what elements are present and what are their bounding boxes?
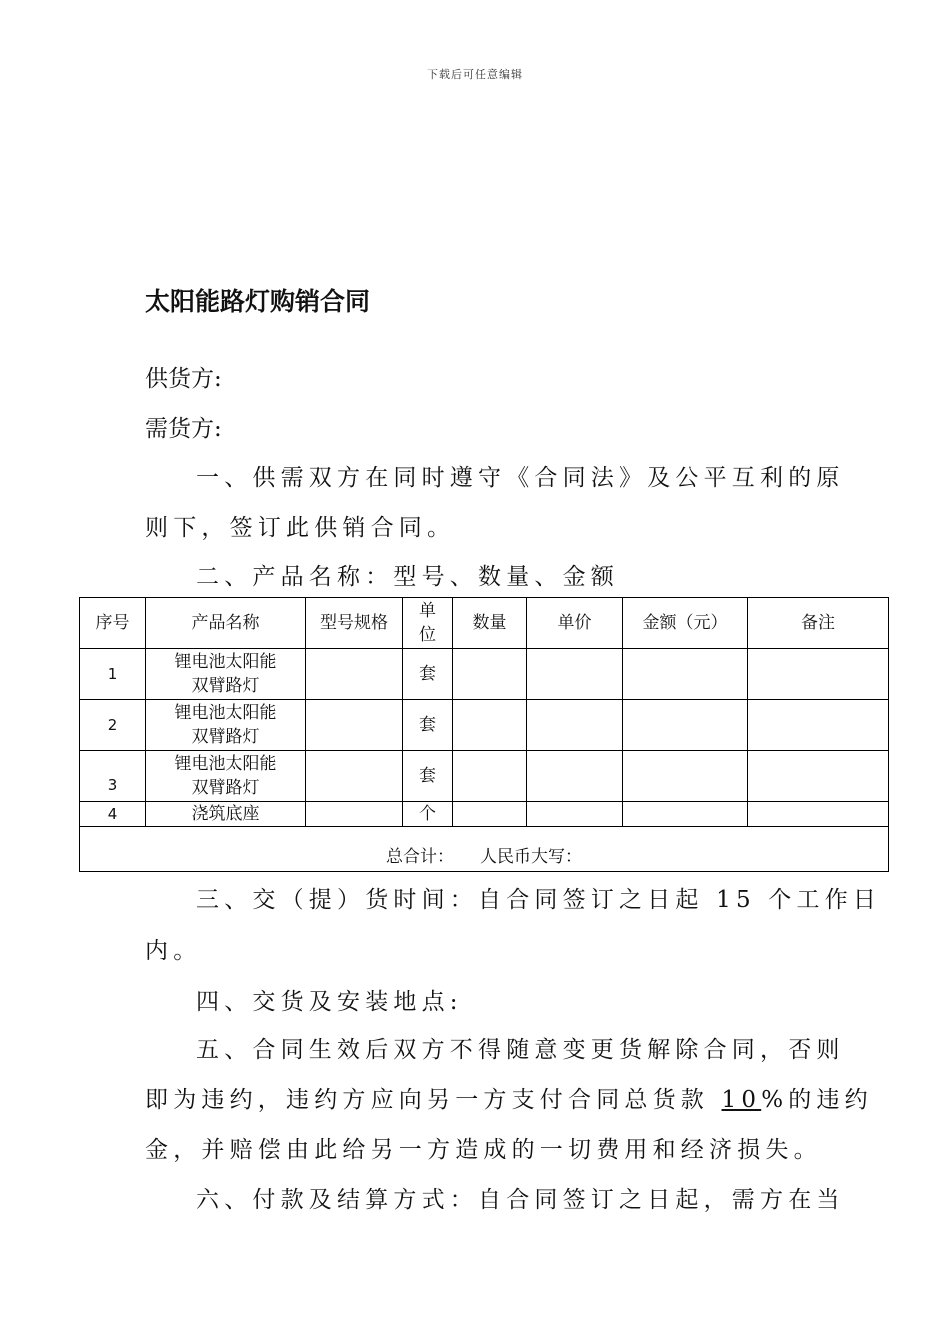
- row-price: [527, 802, 623, 827]
- row-note: [748, 700, 889, 751]
- row-seq: 3: [80, 751, 146, 802]
- row-amount: [623, 649, 748, 700]
- product-name-line-2: 双臂路灯: [191, 676, 260, 696]
- rmb-label: 人民币大写：: [480, 847, 582, 867]
- total-label: 总合计：: [386, 847, 454, 867]
- row-product-name: [146, 700, 306, 751]
- clause-3-line-1: 三、交（提）货时间：自合同签订之日起 15 个工作日: [196, 887, 882, 913]
- clause-6-line-1: 六、付款及结算方式：自合同签订之日起，需方在当: [196, 1187, 845, 1213]
- table-row: [80, 700, 889, 751]
- row-note: [748, 649, 889, 700]
- clause-5-line-2: [145, 1081, 873, 1114]
- row-unit: 个: [403, 802, 453, 827]
- page-header-note: 下载后可任意编辑: [427, 68, 523, 81]
- product-name-line-1: 锂电池太阳能: [174, 703, 277, 723]
- row-unit: 套: [403, 649, 453, 700]
- product-name-line-1: 锂电池太阳能: [174, 754, 277, 774]
- supplier-label: 供货方:: [145, 366, 222, 392]
- table-header-row: [80, 598, 889, 649]
- row-amount: [623, 751, 748, 802]
- clause-4: 四、交货及安装地点:: [196, 989, 463, 1015]
- header-note: 备注: [748, 598, 889, 649]
- header-qty: 数量: [453, 598, 527, 649]
- row-note: [748, 751, 889, 802]
- buyer-label: 需货方:: [145, 416, 222, 442]
- row-spec: [306, 700, 403, 751]
- row-note: [748, 802, 889, 827]
- header-unit-text: 单位: [419, 601, 436, 645]
- row-seq: 2: [80, 700, 146, 751]
- row-amount: [623, 802, 748, 827]
- row-unit: 套: [403, 700, 453, 751]
- row-spec: [306, 649, 403, 700]
- clause-2: 二、产品名称：型号、数量、金额: [196, 564, 619, 590]
- clause-1-line-1: 一、供需双方在同时遵守《合同法》及公平互利的原: [196, 465, 845, 491]
- row-unit: 套: [403, 751, 453, 802]
- row-product-name: [146, 649, 306, 700]
- table-row: [80, 649, 889, 700]
- product-name-line-2: 双臂路灯: [191, 727, 260, 747]
- clause-5-line-2-pre: 即为违约，违约方应向另一方支付合同总货款: [145, 1087, 722, 1113]
- row-price: [527, 751, 623, 802]
- row-product-name: 浇筑底座: [146, 802, 306, 827]
- product-name-line-2: 双臂路灯: [191, 778, 260, 798]
- table-total-row: [80, 827, 889, 872]
- row-qty: [453, 700, 527, 751]
- header-seq: 序号: [80, 598, 146, 649]
- row-qty: [453, 649, 527, 700]
- row-price: [527, 700, 623, 751]
- clause-1-line-2: 则下，签订此供销合同。: [145, 515, 456, 541]
- row-price: [527, 649, 623, 700]
- row-product-name: [146, 751, 306, 802]
- clause-5-line-2-post: %的违约: [761, 1087, 873, 1113]
- row-qty: [453, 802, 527, 827]
- row-seq: 4: [80, 802, 146, 827]
- clause-5-line-3: 金，并赔偿由此给另一方造成的一切费用和经济损失。: [145, 1137, 822, 1163]
- table-row: [80, 751, 889, 802]
- product-table: [79, 597, 889, 872]
- table-row: [80, 802, 889, 827]
- row-amount: [623, 700, 748, 751]
- clause-5-line-1: 五、合同生效后双方不得随意变更货解除合同，否则: [196, 1037, 845, 1063]
- header-unit: [403, 598, 453, 649]
- header-amount: 金额（元）: [623, 598, 748, 649]
- header-spec: 型号规格: [306, 598, 403, 649]
- row-spec: [306, 751, 403, 802]
- penalty-percent: 10: [721, 1087, 762, 1113]
- header-price: 单价: [527, 598, 623, 649]
- document-title: 太阳能路灯购销合同: [145, 287, 371, 316]
- row-qty: [453, 751, 527, 802]
- header-product-name: 产品名称: [146, 598, 306, 649]
- product-name-line-1: 锂电池太阳能: [174, 652, 277, 672]
- row-seq: 1: [80, 649, 146, 700]
- total-cell: [80, 827, 889, 872]
- row-spec: [306, 802, 403, 827]
- clause-3-line-2: 内。: [145, 938, 202, 964]
